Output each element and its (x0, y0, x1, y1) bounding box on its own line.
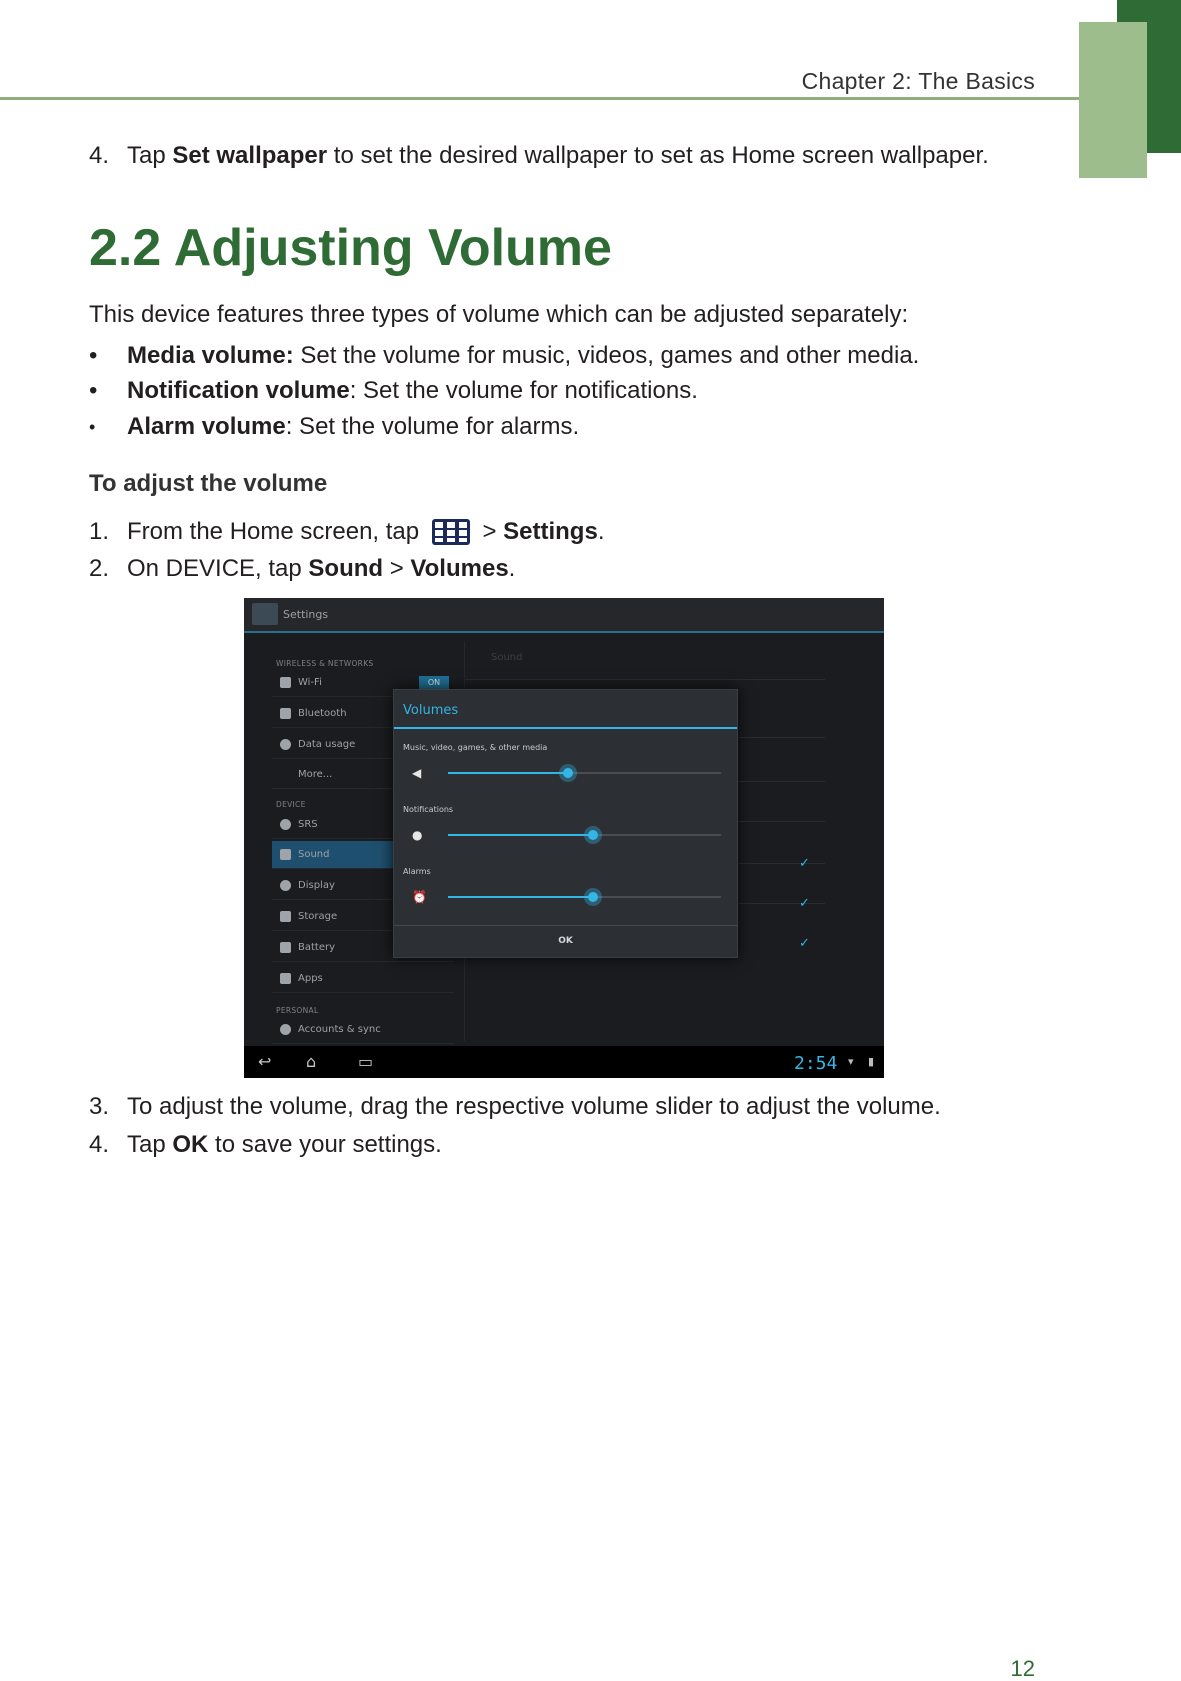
bullet-term: Alarm volume (127, 413, 286, 440)
settings-item-label: Battery (298, 942, 336, 953)
settings-item-label: Bluetooth (298, 708, 347, 719)
slider-fill (448, 772, 568, 774)
pane-divider (465, 679, 825, 680)
step-text: To adjust the volume, drag the respective volume slider to adjust the volume. (127, 1093, 941, 1120)
bullet-marker: • (89, 342, 98, 369)
battery-icon: ▮ (868, 1055, 875, 1068)
settings-screenshot (244, 598, 884, 1078)
data-usage-icon (280, 739, 291, 750)
step-number: 2. (89, 555, 110, 582)
action-bar-title: Settings (283, 608, 329, 621)
action-bar (244, 598, 884, 633)
slider-label: Notifications (403, 805, 454, 814)
settings-item-label: SRS (298, 819, 318, 830)
apps-grid-icon (432, 519, 470, 545)
page-number: 12 (1010, 1656, 1035, 1681)
settings-item-accounts[interactable] (272, 1016, 454, 1044)
apps-icon (280, 973, 291, 984)
bullet-item (127, 412, 579, 442)
slider-fill (448, 896, 593, 898)
pane-header: Sound (491, 652, 523, 663)
checkmark-icon[interactable]: ✓ (799, 936, 810, 951)
step-text-post: . (597, 518, 605, 545)
slider-thumb[interactable] (584, 826, 602, 844)
bullet-item (127, 376, 698, 406)
ok-button[interactable]: OK (558, 936, 573, 946)
step-text-bold: Settings (503, 518, 598, 545)
checkmark-icon[interactable]: ✓ (799, 856, 810, 871)
settings-item-label: Apps (298, 973, 323, 984)
step-text (127, 1130, 442, 1160)
volumes-dialog (393, 689, 738, 958)
slider-label: Music, video, games, & other media (403, 743, 548, 752)
alarm-volume-slider[interactable] (448, 896, 721, 898)
checkmark-icon[interactable]: ✓ (799, 896, 810, 911)
step-text-pre: On DEVICE, tap (127, 555, 309, 582)
settings-item-label: Wi-Fi (298, 677, 322, 688)
step-number: 4. (89, 1131, 110, 1158)
step-text-post: to set the desired wallpaper to set as Home screen wallpaper. (327, 142, 989, 169)
bullet-desc: Set the volume for music, videos, games and other media. (293, 342, 920, 369)
step-text (127, 554, 515, 584)
srs-icon (280, 819, 291, 830)
chapter-tab-light (1079, 22, 1147, 178)
bullet-marker: • (89, 377, 98, 404)
step-text-bold: Volumes (410, 555, 509, 582)
step-text-pre: Tap (127, 142, 173, 169)
bullet-term: Media volume: (127, 342, 294, 369)
dialog-footer-divider (394, 925, 737, 926)
bullet-desc: : Set the volume for alarms. (285, 413, 580, 440)
step-text-sep: > (475, 518, 504, 545)
dialog-title: Volumes (403, 703, 459, 718)
dialog-title-divider (394, 727, 737, 729)
bullet-desc: : Set the volume for notifications. (349, 377, 698, 404)
display-icon (280, 880, 291, 891)
settings-item-label: Data usage (298, 739, 356, 750)
wifi-icon (280, 677, 291, 688)
step-text-sep: > (383, 555, 411, 582)
sync-icon (280, 1024, 291, 1035)
slider-thumb[interactable] (584, 888, 602, 906)
section-header: DEVICE (276, 800, 306, 809)
section-title: 2.2 Adjusting Volume (89, 219, 612, 277)
step-text (127, 517, 605, 547)
back-icon[interactable]: ↩ (258, 1052, 272, 1071)
bluetooth-icon (280, 708, 291, 719)
home-icon[interactable]: ⌂ (306, 1052, 317, 1071)
alarm-icon: ⏰ (412, 890, 427, 904)
media-volume-slider[interactable] (448, 772, 721, 774)
settings-item-apps[interactable] (272, 965, 454, 993)
notification-volume-slider[interactable] (448, 834, 721, 836)
battery-icon (280, 942, 291, 953)
settings-item-label: Accounts & sync (298, 1024, 381, 1035)
slider-thumb[interactable] (559, 764, 577, 782)
bullet-item (127, 341, 919, 371)
step-number: 4. (89, 142, 110, 169)
settings-item-label: Storage (298, 911, 338, 922)
header-rule (0, 97, 1079, 100)
step-number: 1. (89, 518, 110, 545)
recent-apps-icon[interactable]: ▭ (358, 1052, 374, 1071)
storage-icon (280, 911, 291, 922)
chapter-header: Chapter 2: The Basics (801, 68, 1035, 94)
settings-item-label: Sound (298, 849, 330, 860)
section-intro: This device features three types of volume which can be adjusted separately: (89, 301, 909, 328)
notification-icon: ● (412, 828, 423, 842)
status-clock: 2:54 (794, 1053, 838, 1074)
section-header: WIRELESS & NETWORKS (276, 659, 374, 668)
speaker-icon (280, 849, 291, 860)
step-text-post: to save your settings. (208, 1131, 442, 1158)
step-text-pre: Tap (127, 1131, 173, 1158)
step-number: 3. (89, 1093, 110, 1120)
subheading: To adjust the volume (89, 470, 328, 497)
slider-label: Alarms (403, 867, 431, 876)
settings-item-label: Display (298, 880, 335, 891)
step-text-bold: Sound (308, 555, 384, 582)
speaker-icon: ◀ (412, 766, 422, 780)
slider-fill (448, 834, 593, 836)
bullet-marker: • (89, 417, 96, 437)
wifi-toggle[interactable]: ON (419, 676, 449, 689)
settings-item-label: More... (298, 769, 333, 780)
wifi-signal-icon: ▾ (848, 1055, 854, 1068)
step-text-pre: From the Home screen, tap (127, 518, 426, 545)
step-text-post: . (508, 555, 516, 582)
step-text (127, 141, 989, 171)
settings-app-icon (252, 603, 278, 625)
bullet-term: Notification volume (127, 377, 350, 404)
system-nav-bar (244, 1046, 884, 1078)
step-text-bold: OK (172, 1131, 209, 1158)
step-text-bold: Set wallpaper (172, 142, 328, 169)
section-header: PERSONAL (276, 1006, 319, 1015)
